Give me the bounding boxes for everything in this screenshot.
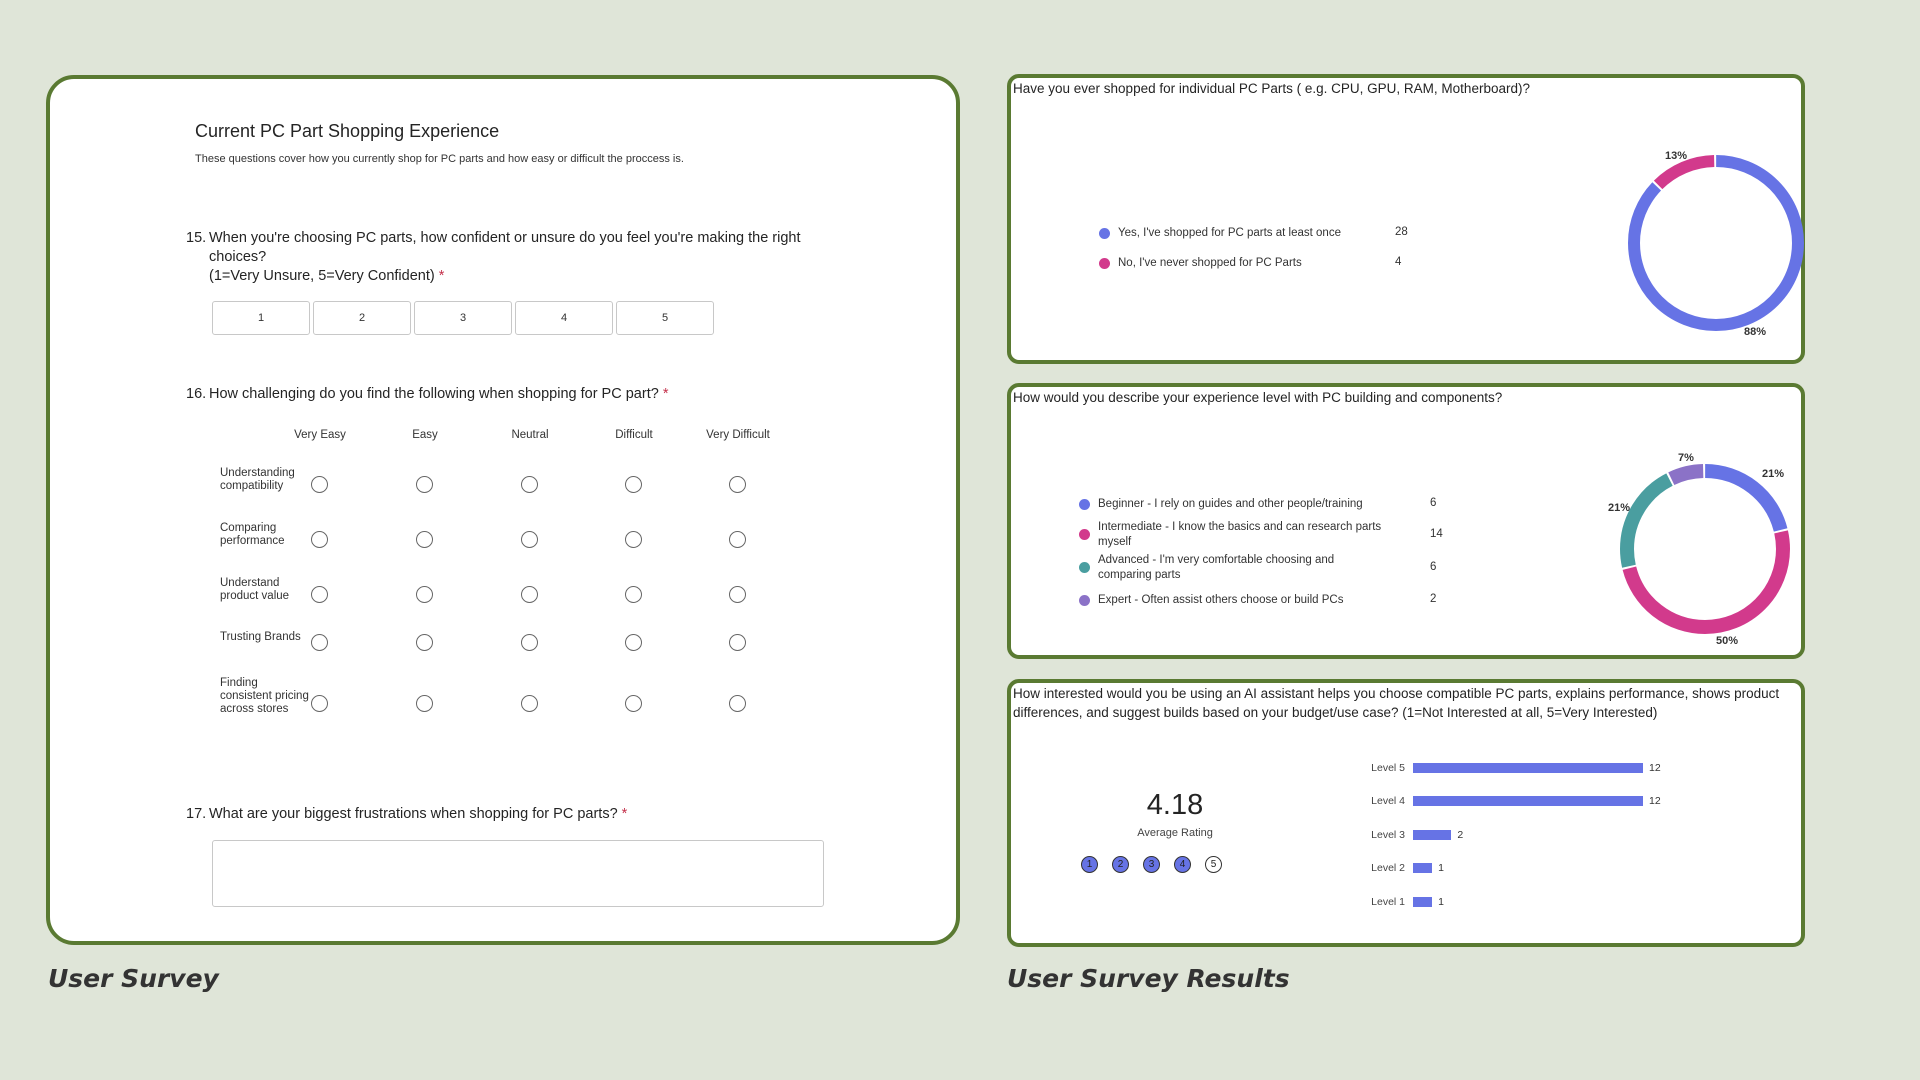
matrix-row-label: Trusting Brands	[220, 631, 301, 643]
question-number: 16.	[186, 386, 207, 402]
bar	[1413, 863, 1432, 873]
legend-label: Beginner - I rely on guides and other people/training	[1098, 498, 1363, 510]
donut-chart	[1618, 462, 1792, 636]
survey-section-title: Current PC Part Shopping Experience	[195, 121, 500, 141]
legend-label: Intermediate - I know the basics and can research parts myself	[1098, 521, 1382, 548]
rating-dots	[1081, 856, 1222, 873]
legend-label: Yes, I've shopped for PC parts at least once	[1118, 227, 1341, 239]
radio-button[interactable]	[729, 695, 746, 712]
average-rating-label: Average Rating	[1137, 827, 1213, 839]
radio-button[interactable]	[625, 476, 642, 493]
pct-label: 50%	[1716, 635, 1739, 647]
matrix-row-label: Understand product value	[220, 577, 290, 602]
legend-count: 6	[1430, 497, 1437, 509]
radio-button[interactable]	[729, 586, 746, 603]
question-text-cont: choices?	[209, 249, 267, 265]
radio-button[interactable]	[521, 531, 538, 548]
survey-form-card	[46, 75, 960, 945]
bar-label: Level 3	[1371, 829, 1405, 841]
frustrations-text-input[interactable]	[212, 840, 824, 907]
radio-button[interactable]	[416, 634, 433, 651]
bar-label: Level 4	[1371, 795, 1405, 807]
rating-option-5[interactable]: 5	[616, 301, 714, 335]
question-text: What are your biggest frustrations when shopping for PC parts?	[209, 806, 618, 822]
legend-count: 28	[1395, 226, 1408, 238]
bar-value: 1	[1438, 862, 1444, 874]
result-card-experience	[1007, 383, 1805, 659]
required-marker: *	[438, 268, 445, 284]
pct-label: 21%	[1762, 468, 1785, 480]
legend-item	[1079, 553, 1379, 583]
pct-label: 7%	[1678, 452, 1694, 464]
radio-button[interactable]	[416, 586, 433, 603]
pct-label: 21%	[1608, 502, 1631, 514]
bar-label: Level 2	[1371, 862, 1405, 874]
bar-row	[1363, 760, 1661, 776]
survey-section-description: These questions cover how you currently shop for PC parts and how easy or difficult the proccess is.	[195, 153, 684, 165]
bar-value: 2	[1457, 829, 1464, 841]
result-question: How interested would you be using an AI assistant helps you choose compatible PC parts, explains performance, shows product differences, and suggest builds based on your budget/use case? (1=Not Interested at all, 5=Very Interested)	[1013, 686, 1780, 720]
right-caption: User Survey Results	[1007, 964, 1290, 993]
radio-button[interactable]	[416, 695, 433, 712]
pct-label: 88%	[1744, 326, 1767, 338]
bar-row	[1363, 894, 1444, 910]
radio-button[interactable]	[625, 695, 642, 712]
legend-swatch	[1079, 499, 1090, 510]
bar-label: Level 1	[1371, 896, 1405, 908]
legend-item	[1079, 520, 1409, 550]
question-number: 17.	[186, 806, 207, 822]
matrix-col-very-easy: Very Easy	[294, 429, 346, 441]
rating-dot: 1	[1081, 856, 1098, 873]
radio-button[interactable]	[521, 695, 538, 712]
legend-item	[1099, 226, 1341, 241]
rating-option-1[interactable]: 1	[212, 301, 310, 335]
legend-item	[1079, 593, 1409, 608]
rating-option-4[interactable]: 4	[515, 301, 613, 335]
legend-swatch	[1079, 562, 1090, 573]
rating-dot: 5	[1205, 856, 1222, 873]
rating-dot: 3	[1143, 856, 1160, 873]
bar	[1413, 796, 1643, 806]
radio-button[interactable]	[625, 531, 642, 548]
legend-label: Advanced - I'm very comfortable choosing and comparing parts	[1098, 554, 1335, 581]
question-15	[186, 229, 826, 286]
bar-value: 12	[1649, 762, 1661, 774]
radio-button[interactable]	[625, 586, 642, 603]
matrix-col-easy: Easy	[412, 429, 438, 441]
radio-button[interactable]	[625, 634, 642, 651]
legend-count: 6	[1430, 561, 1437, 573]
pct-label: 13%	[1665, 150, 1688, 162]
rating-dot: 2	[1112, 856, 1129, 873]
radio-button[interactable]	[521, 586, 538, 603]
radio-button[interactable]	[416, 531, 433, 548]
matrix-row-label: Comparing performance	[220, 522, 285, 547]
matrix-row-label: Finding consistent pricing across stores	[220, 677, 309, 715]
bar-row	[1363, 827, 1463, 843]
legend-swatch	[1099, 258, 1110, 269]
result-card-ai-interest	[1007, 679, 1805, 947]
radio-button[interactable]	[729, 531, 746, 548]
legend-label: No, I've never shopped for PC Parts	[1118, 257, 1302, 269]
radio-button[interactable]	[729, 476, 746, 493]
left-caption: User Survey	[48, 964, 219, 993]
legend-count: 14	[1430, 528, 1443, 540]
average-rating-value: 4.18	[1146, 789, 1204, 821]
radio-button[interactable]	[311, 531, 328, 548]
rating-dot: 4	[1174, 856, 1191, 873]
legend-swatch	[1079, 595, 1090, 606]
legend-swatch	[1079, 529, 1090, 540]
legend-item	[1099, 256, 1302, 271]
result-question: Have you ever shopped for individual PC Parts ( e.g. CPU, GPU, RAM, Motherboard)?	[1013, 81, 1530, 96]
radio-button[interactable]	[311, 586, 328, 603]
legend-count: 4	[1395, 256, 1402, 268]
question-17	[186, 805, 826, 824]
rating-option-2[interactable]: 2	[313, 301, 411, 335]
donut-slice	[1634, 161, 1798, 325]
bar	[1413, 830, 1451, 840]
radio-button[interactable]	[311, 634, 328, 651]
radio-button[interactable]	[521, 476, 538, 493]
matrix-col-very-difficult: Very Difficult	[706, 429, 770, 441]
question-scale-hint: (1=Very Unsure, 5=Very Confident)	[209, 268, 435, 284]
bar-value: 1	[1438, 896, 1444, 908]
legend-swatch	[1099, 228, 1110, 239]
question-text: When you're choosing PC parts, how confident or unsure do you feel you're making the right	[209, 230, 801, 246]
radio-button[interactable]	[311, 695, 328, 712]
rating-option-3[interactable]: 3	[414, 301, 512, 335]
legend-item	[1079, 497, 1409, 512]
result-card-shopped	[1007, 74, 1805, 364]
radio-button[interactable]	[729, 634, 746, 651]
legend-label: Expert - Often assist others choose or build PCs	[1098, 594, 1344, 606]
bar	[1413, 763, 1643, 773]
matrix-col-difficult: Difficult	[615, 429, 653, 441]
radio-button[interactable]	[521, 634, 538, 651]
bar-row	[1363, 860, 1444, 876]
bar	[1413, 897, 1432, 907]
question-text: How challenging do you find the following when shopping for PC part?	[209, 386, 659, 402]
rating-scale	[212, 301, 714, 335]
bar-value: 12	[1649, 795, 1661, 807]
donut-chart	[1626, 153, 1806, 333]
result-question: How would you describe your experience level with PC building and components?	[1013, 390, 1503, 405]
radio-button[interactable]	[416, 476, 433, 493]
required-marker: *	[621, 806, 628, 822]
question-number: 15.	[186, 230, 207, 246]
legend-count: 2	[1430, 593, 1437, 605]
bar-row	[1363, 793, 1661, 809]
matrix-col-neutral: Neutral	[511, 429, 549, 441]
question-16	[186, 385, 826, 404]
bar-label: Level 5	[1371, 762, 1405, 774]
required-marker: *	[662, 386, 669, 402]
matrix-row-label: Understanding compatibility	[220, 467, 295, 492]
radio-button[interactable]	[311, 476, 328, 493]
